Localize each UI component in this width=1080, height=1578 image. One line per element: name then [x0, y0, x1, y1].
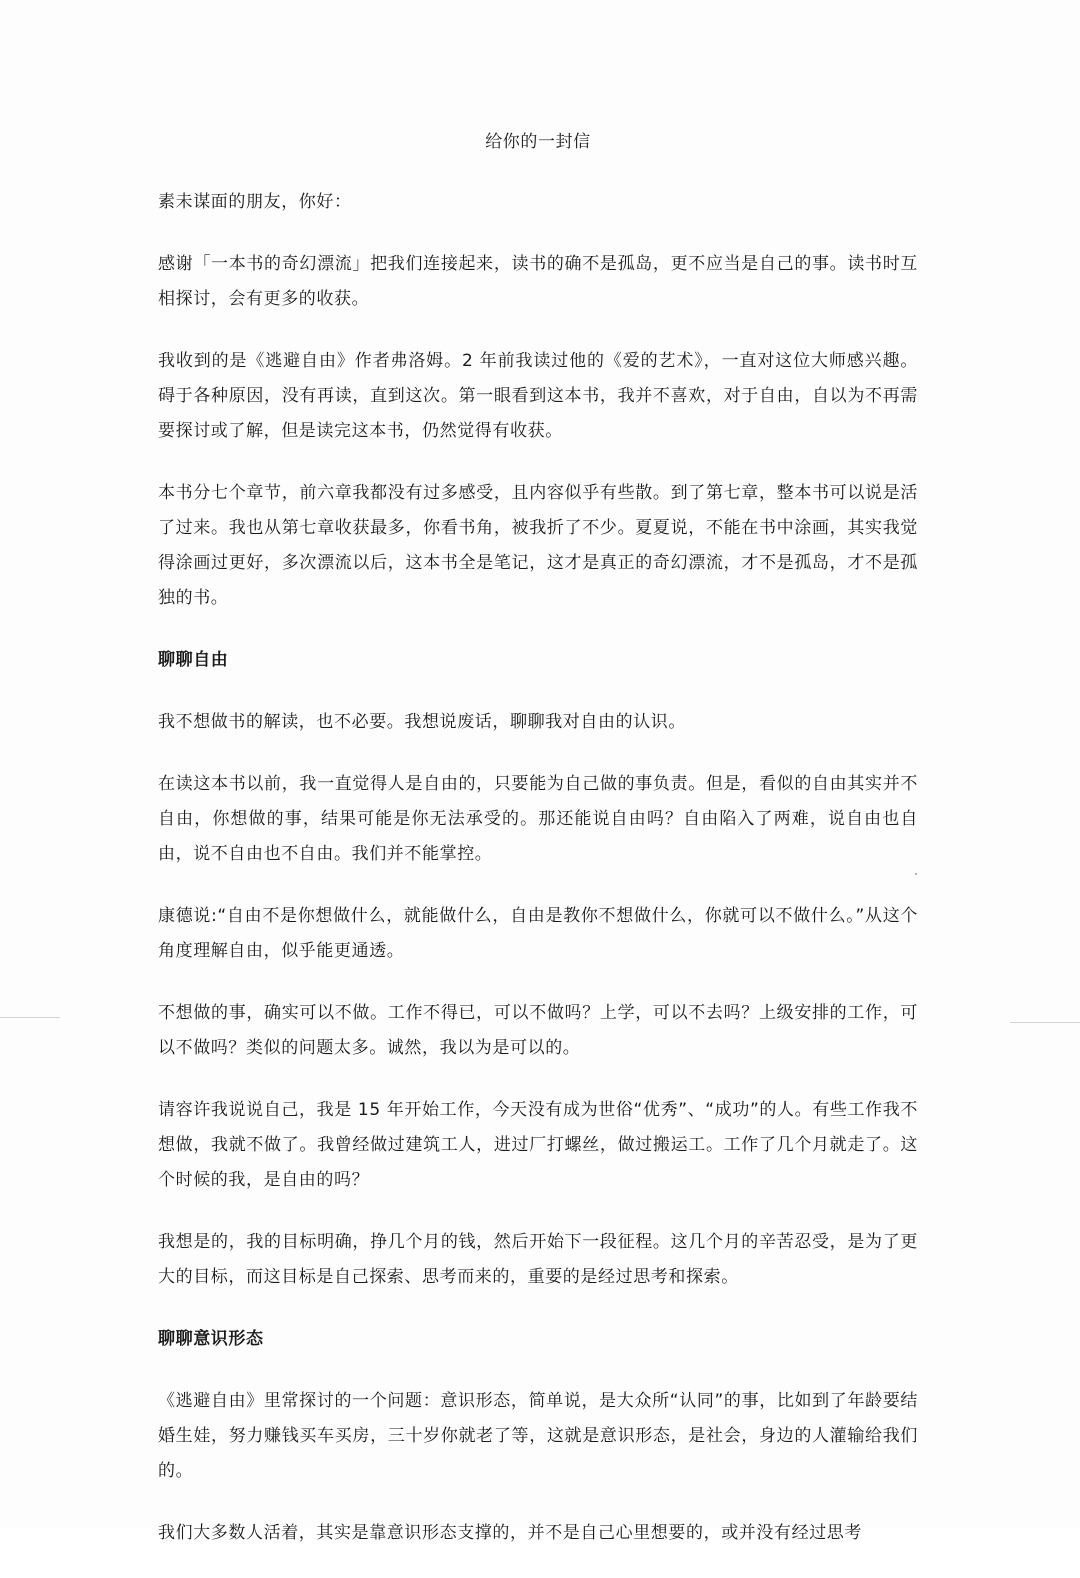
freedom-paragraph: 我想是的，我的目标明确，挣几个月的钱，然后开始下一段征程。这几个月的辛苦忍受，是为了更大的目标，而这目标是自己探索、思考而来的，重要的是经过思考和探索。 [158, 1232, 918, 1287]
letter-body [158, 125, 918, 1578]
letter-title: 给你的一封信 [485, 132, 591, 152]
intro-paragraph: 本书分七个章节，前六章我都没有过多感受，且内容似乎有些散。到了第七章，整本书可以说是活了过来。我也从第七章收获最多，你看书角，被我折了不少。夏夏说，不能在书中涂画，其实我觉得涂画过更好，多次漂流以后，这本书全是笔记，这才是真正的奇幻漂流，才不是孤岛，才不是孤独的书。 [158, 483, 918, 608]
freedom-paragraph: 我不想做书的解读，也不必要。我想说废话，聊聊我对自由的认识。 [158, 712, 686, 732]
ideology-paragraph: 《逃避自由》里常探讨的一个问题：意识形态，简单说，是大众所“认同”的事，比如到了年龄要结婚生娃，努力赚钱买车买房，三十岁你就老了等，这就是意识形态，是社会，身边的人灌输给我们的。 [158, 1391, 918, 1481]
section-heading-freedom: 聊聊自由 [158, 650, 229, 670]
letter-greeting: 素未谋面的朋友，你好： [158, 192, 352, 212]
section-heading-ideology: 聊聊意识形态 [158, 1329, 264, 1349]
intro-paragraph: 我收到的是《逃避自由》作者弗洛姆。2 年前我读过他的《爱的艺术》，一直对这位大师感兴趣。碍于各种原因，没有再读，直到这次。第一眼看到这本书，我并不喜欢，对于自由，自以为不再需要探讨或了解，但是读完这本书，仍然觉得有收获。 [158, 351, 918, 441]
intro-paragraph: 感谢「一本书的奇幻漂流」把我们连接起来，读书的确不是孤岛，更不应当是自己的事。读书时互相探讨，会有更多的收获。 [158, 254, 918, 309]
freedom-paragraph: 在读这本书以前，我一直觉得人是自由的，只要能为自己做的事负责。但是，看似的自由其实并不自由，你想做的事，结果可能是你无法承受的。那还能说自由吗？自由陷入了两难，说自由也自由，说不自由也不自由。我们并不能掌控。 [158, 774, 918, 864]
freedom-paragraph: 不想做的事，确实可以不做。工作不得已，可以不做吗？上学，可以不去吗？上级安排的工作，可以不做吗？类似的问题太多。诚然，我以为是可以的。 [158, 1003, 918, 1058]
scan-edge-mark-left [0, 1017, 60, 1018]
freedom-paragraph: 请容许我说说自己，我是 15 年开始工作，今天没有成为世俗“优秀”、“成功”的人。有些工作我不想做，我就不做了。我曾经做过建筑工人，进过厂打螺丝，做过搬运工。工作了几个月就走了。这个时候的我，是自由的吗？ [158, 1100, 918, 1190]
ideology-paragraph: 我们大多数人活着，其实是靠意识形态支撑的，并不是自己心里想要的，或并没有经过思考 [158, 1523, 862, 1543]
scan-edge-mark-right [1010, 1022, 1080, 1023]
freedom-paragraph: 康德说:“自由不是你想做什么，就能做什么，自由是教你不想做什么，你就可以不做什么。”从这个角度理解自由，似乎能更通透。 [158, 906, 918, 961]
